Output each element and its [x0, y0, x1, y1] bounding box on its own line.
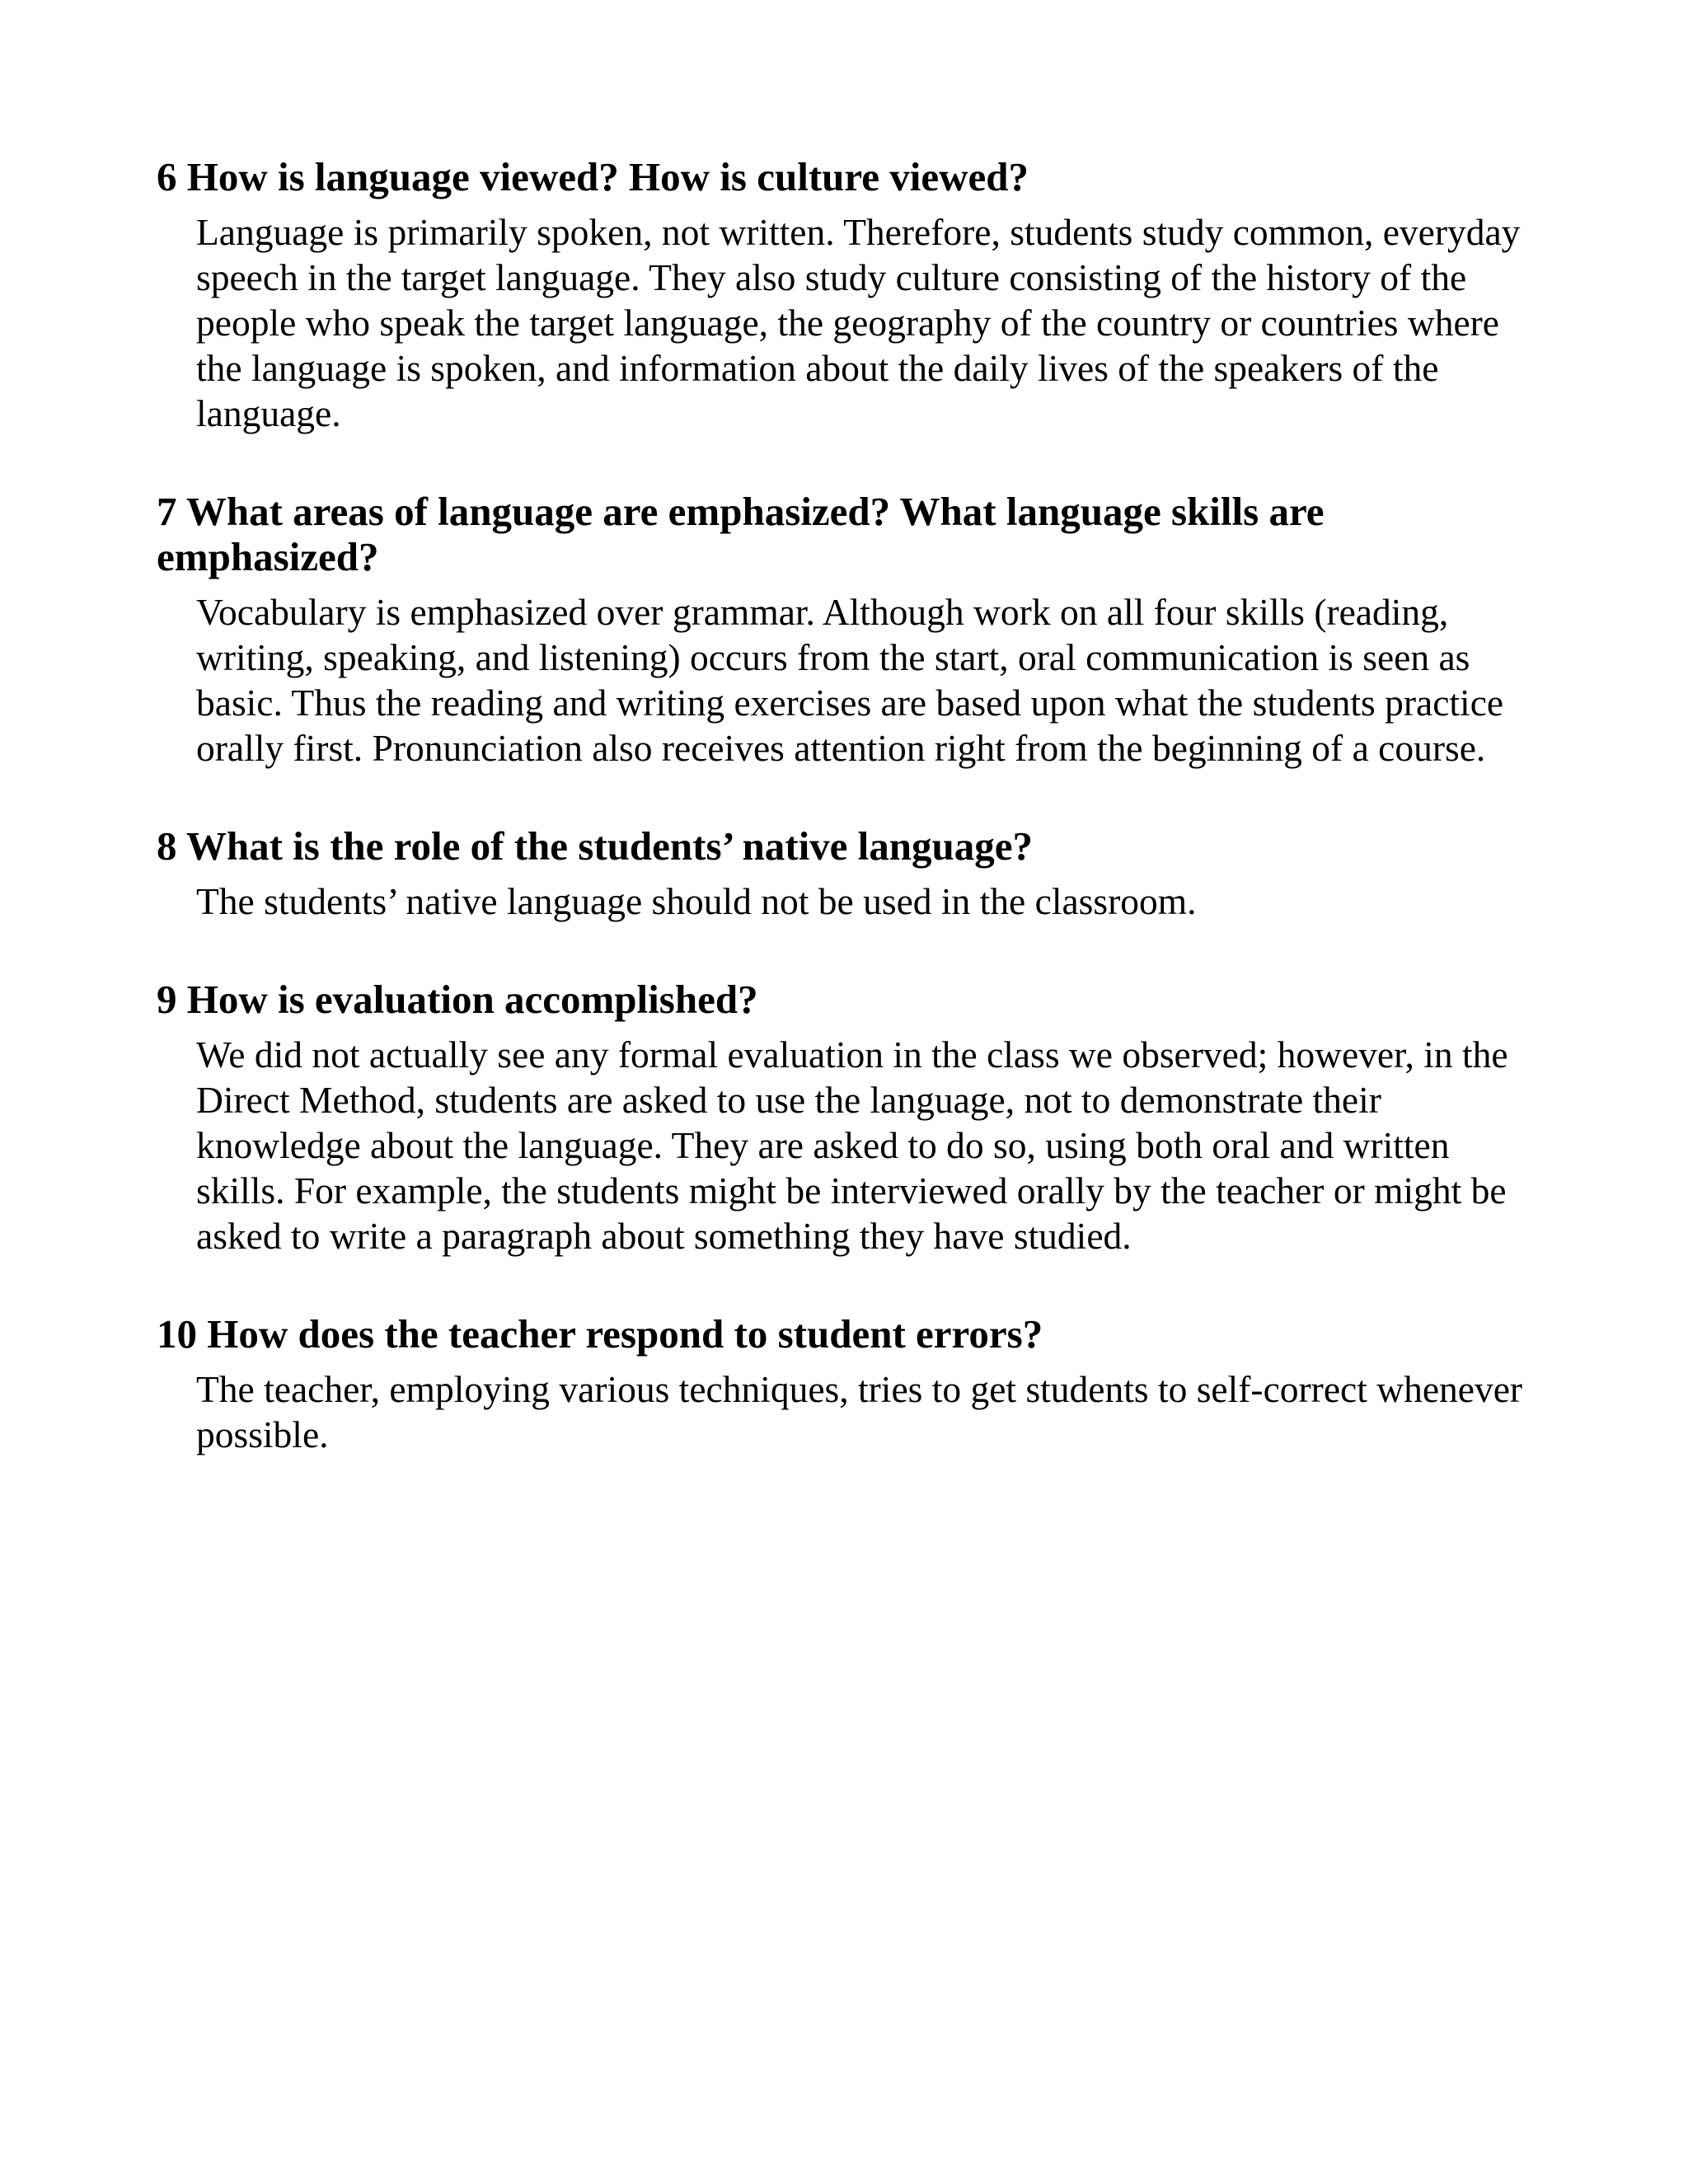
- document-page: [157, 154, 1541, 1510]
- section-heading: 10 How does the teacher respond to student errors?: [157, 1311, 1043, 1357]
- section-body: The teacher, employing various techniques, tries to get students to self-correct whenever possible.: [196, 1368, 1523, 1455]
- section-10: [157, 1311, 1541, 1457]
- section-8: [157, 823, 1541, 924]
- section-7: [157, 489, 1541, 771]
- section-heading: 9 How is evaluation accomplished?: [157, 977, 758, 1022]
- section-body: The students’ native language should not be used in the classroom.: [196, 880, 1197, 922]
- section-body: We did not actually see any formal evaluation in the class we observed; however, in the Direct Method, students are asked to use the language, not to demonstrate their knowledge about the language. They are asked to do so, using both oral and written skills. For example, the students might be interviewed orally by the teacher or might be asked to write a paragraph about something they have studied.: [196, 1033, 1508, 1257]
- section-9: [157, 977, 1541, 1258]
- section-heading: 8 What is the role of the students’ native language?: [157, 823, 1034, 869]
- section-6: [157, 154, 1541, 436]
- section-body: Vocabulary is emphasized over grammar. Although work on all four skills (reading, writing, speaking, and listening) occurs from the start, oral communication is seen as basic. Thus the reading and writing exercises are based upon what the students practice orally first. Pronunciation also receives attention right from the beginning of a course.: [196, 591, 1504, 769]
- section-body: Language is primarily spoken, not written. Therefore, students study common, everyday speech in the target language. They also study culture consisting of the history of the people who speak the target language, the geography of the country or countries where the language is spoken, and information about the daily lives of the speakers of the language.: [196, 211, 1521, 434]
- section-heading: 7 What areas of language are emphasized? What language skills are emphasized?: [157, 489, 1325, 579]
- section-heading: 6 How is language viewed? How is culture viewed?: [157, 154, 1029, 199]
